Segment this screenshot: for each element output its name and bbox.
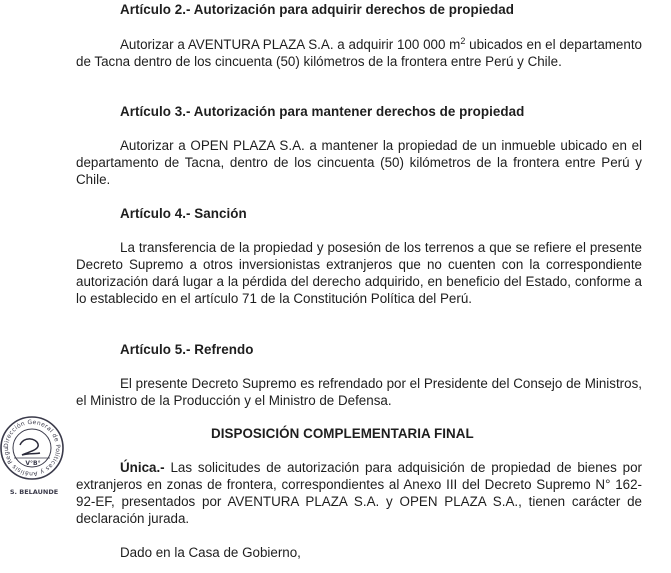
final-provision-heading: DISPOSICIÓN COMPLEMENTARIA FINAL	[211, 426, 474, 441]
svg-text:Dirección General de Políticas: Dirección General de Políticas y Análisis Regu	[2, 418, 62, 478]
closing-text: Dado en la Casa de Gobierno,	[120, 545, 301, 560]
article-2-text-cont: ubicados en el departamento de Tacna dentro de los cincuenta (50) kilómetros de la frontera entre Perú y Chile.	[76, 37, 642, 69]
final-provision-label: Única.-	[120, 460, 165, 475]
final-provision-body	[76, 459, 642, 527]
article-2-text: Autorizar a AVENTURA PLAZA S.A. a adquirir 100 000 m	[120, 37, 461, 52]
article-3-body: Autorizar a OPEN PLAZA S.A. a mantener la propiedad de un inmueble ubicado en el departamento de Tacna, dentro de los cincuenta (50) kilómetros de la frontera entre Perú y Chile.	[76, 138, 642, 187]
article-3-heading: Artículo 3.- Autorización para mantener derechos de propiedad	[120, 104, 525, 119]
stamp-center-text: V°B°	[25, 460, 41, 467]
final-provision-text: Las solicitudes de autorización para adquisición de propiedad de bienes por extranjeros en zonas de frontera, correspondientes al Anexo III del Decreto Supremo N° 162-92-EF, presentados por AVENTURA PLAZA S.A. y OPEN PLAZA S.A., tienen carácter de declaración jurada.	[76, 460, 642, 526]
stamp-seal-icon	[0, 403, 64, 503]
article-5-heading: Artículo 5.- Refrendo	[120, 342, 254, 357]
superscript: 2	[460, 36, 466, 46]
article-2-heading: Artículo 2.- Autorización para adquirir derechos de propiedad	[120, 2, 514, 17]
article-4-heading: Artículo 4.- Sanción	[120, 206, 247, 221]
stamp-signer-text: S. BELAUNDE	[9, 488, 59, 496]
article-2-body	[76, 36, 642, 70]
article-5-body: El presente Decreto Supremo es refrendado por el Presidente del Consejo de Ministros, el Ministro de la Producción y el Ministro de Defensa.	[76, 376, 642, 408]
approval-stamp	[0, 403, 64, 503]
article-4-body: La transferencia de la propiedad y posesión de los terrenos a que se refiere el presente Decreto Supremo a otros inversionistas extranjeros que no cuenten con la correspondiente autorización dará lugar a la pérdida del derecho adquirido, en beneficio del Estado, conforme a lo establecido en el artículo 71 de la Constitución Política del Perú.	[76, 240, 642, 306]
